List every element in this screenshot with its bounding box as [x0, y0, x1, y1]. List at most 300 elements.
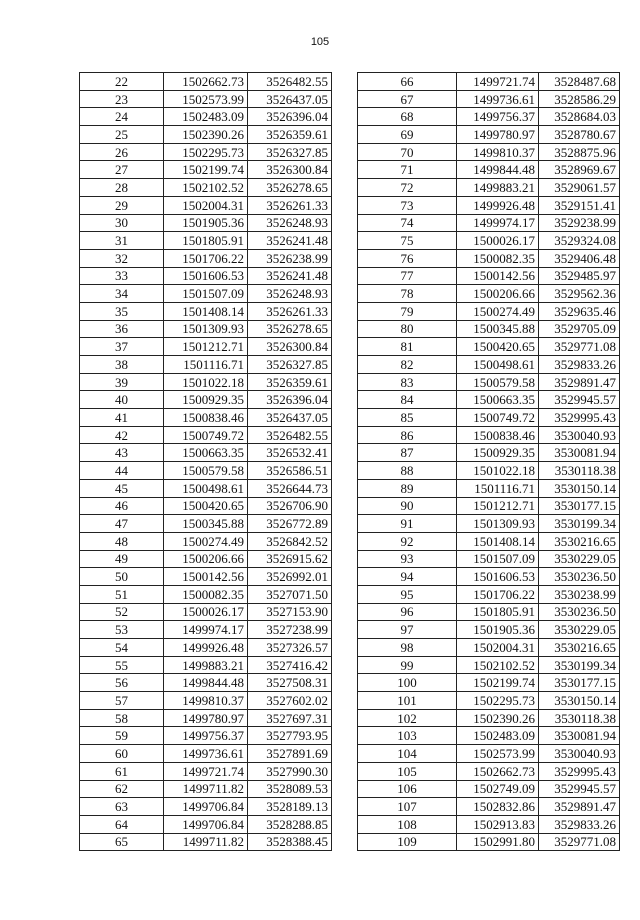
y-coordinate-cell: 3530177.15: [539, 497, 620, 515]
point-number-cell: 89: [358, 479, 457, 497]
point-number-cell: 53: [80, 621, 164, 639]
point-number-cell: 58: [80, 709, 164, 727]
table-row: [80, 214, 332, 232]
y-coordinate-cell: 3526706.90: [248, 497, 332, 515]
table-row: [358, 479, 620, 497]
x-coordinate-cell: 1501022.18: [457, 462, 539, 480]
table-row: [358, 550, 620, 568]
x-coordinate-cell: 1500026.17: [457, 232, 539, 250]
point-number-cell: 70: [358, 143, 457, 161]
table-row: [80, 550, 332, 568]
point-number-cell: 95: [358, 585, 457, 603]
x-coordinate-cell: 1502295.73: [457, 692, 539, 710]
x-coordinate-cell: 1500749.72: [164, 426, 248, 444]
table-row: [358, 745, 620, 763]
point-number-cell: 109: [358, 833, 457, 851]
y-coordinate-cell: 3530229.05: [539, 621, 620, 639]
table-row: [80, 745, 332, 763]
y-coordinate-cell: 3527508.31: [248, 674, 332, 692]
point-number-cell: 30: [80, 214, 164, 232]
point-number-cell: 43: [80, 444, 164, 462]
y-coordinate-cell: 3529995.43: [539, 762, 620, 780]
table-row: [80, 603, 332, 621]
y-coordinate-cell: 3528780.67: [539, 126, 620, 144]
y-coordinate-cell: 3530040.93: [539, 745, 620, 763]
table-row: [80, 267, 332, 285]
x-coordinate-cell: 1502483.09: [457, 727, 539, 745]
table-row: [358, 249, 620, 267]
point-number-cell: 62: [80, 780, 164, 798]
point-number-cell: 59: [80, 727, 164, 745]
y-coordinate-cell: 3528288.85: [248, 815, 332, 833]
y-coordinate-cell: 3526586.51: [248, 462, 332, 480]
x-coordinate-cell: 1500345.88: [457, 320, 539, 338]
table-row: [358, 727, 620, 745]
table-row: [358, 90, 620, 108]
x-coordinate-cell: 1501805.91: [164, 232, 248, 250]
y-coordinate-cell: 3526261.33: [248, 302, 332, 320]
x-coordinate-cell: 1499721.74: [457, 73, 539, 91]
x-coordinate-cell: 1502004.31: [164, 196, 248, 214]
y-coordinate-cell: 3526278.65: [248, 179, 332, 197]
point-number-cell: 98: [358, 639, 457, 657]
y-coordinate-cell: 3528875.96: [539, 143, 620, 161]
point-number-cell: 68: [358, 108, 457, 126]
y-coordinate-cell: 3530216.65: [539, 639, 620, 657]
table-row: [358, 409, 620, 427]
point-number-cell: 88: [358, 462, 457, 480]
x-coordinate-cell: 1502483.09: [164, 108, 248, 126]
table-row: [80, 108, 332, 126]
point-number-cell: 32: [80, 249, 164, 267]
y-coordinate-cell: 3528189.13: [248, 798, 332, 816]
y-coordinate-cell: 3526772.89: [248, 515, 332, 533]
x-coordinate-cell: 1502004.31: [457, 639, 539, 657]
y-coordinate-cell: 3529238.99: [539, 214, 620, 232]
y-coordinate-cell: 3529771.08: [539, 833, 620, 851]
y-coordinate-cell: 3526248.93: [248, 214, 332, 232]
point-number-cell: 51: [80, 585, 164, 603]
y-coordinate-cell: 3527990.30: [248, 762, 332, 780]
y-coordinate-cell: 3530177.15: [539, 674, 620, 692]
table-row: [358, 143, 620, 161]
y-coordinate-cell: 3527153.90: [248, 603, 332, 621]
x-coordinate-cell: 1500498.61: [457, 356, 539, 374]
table-row: [80, 815, 332, 833]
coordinate-table-right: [357, 72, 620, 851]
point-number-cell: 106: [358, 780, 457, 798]
x-coordinate-cell: 1501408.14: [164, 302, 248, 320]
point-number-cell: 65: [80, 833, 164, 851]
y-coordinate-cell: 3527326.57: [248, 639, 332, 657]
x-coordinate-cell: 1500579.58: [457, 373, 539, 391]
x-coordinate-cell: 1499721.74: [164, 762, 248, 780]
table-row: [358, 285, 620, 303]
point-number-cell: 57: [80, 692, 164, 710]
table-row: [80, 126, 332, 144]
point-number-cell: 86: [358, 426, 457, 444]
y-coordinate-cell: 3526992.01: [248, 568, 332, 586]
table-row: [80, 780, 332, 798]
y-coordinate-cell: 3526842.52: [248, 532, 332, 550]
x-coordinate-cell: 1500274.49: [457, 302, 539, 320]
x-coordinate-cell: 1501606.53: [457, 568, 539, 586]
point-number-cell: 75: [358, 232, 457, 250]
x-coordinate-cell: 1500142.56: [164, 568, 248, 586]
y-coordinate-cell: 3530150.14: [539, 479, 620, 497]
y-coordinate-cell: 3527602.02: [248, 692, 332, 710]
x-coordinate-cell: 1499974.17: [457, 214, 539, 232]
table-row: [358, 833, 620, 851]
point-number-cell: 26: [80, 143, 164, 161]
table-row: [80, 373, 332, 391]
table-row: [80, 479, 332, 497]
table-row: [358, 373, 620, 391]
y-coordinate-cell: 3526437.05: [248, 409, 332, 427]
x-coordinate-cell: 1501905.36: [164, 214, 248, 232]
point-number-cell: 107: [358, 798, 457, 816]
y-coordinate-cell: 3526644.73: [248, 479, 332, 497]
x-coordinate-cell: 1499926.48: [457, 196, 539, 214]
point-number-cell: 80: [358, 320, 457, 338]
x-coordinate-cell: 1499974.17: [164, 621, 248, 639]
point-number-cell: 105: [358, 762, 457, 780]
table-row: [80, 302, 332, 320]
point-number-cell: 22: [80, 73, 164, 91]
y-coordinate-cell: 3529945.57: [539, 780, 620, 798]
x-coordinate-cell: 1501408.14: [457, 532, 539, 550]
table-row: [358, 621, 620, 639]
table-row: [358, 585, 620, 603]
x-coordinate-cell: 1501905.36: [457, 621, 539, 639]
point-number-cell: 50: [80, 568, 164, 586]
y-coordinate-cell: 3529151.41: [539, 196, 620, 214]
x-coordinate-cell: 1500838.46: [457, 426, 539, 444]
y-coordinate-cell: 3526482.55: [248, 426, 332, 444]
x-coordinate-cell: 1499706.84: [164, 815, 248, 833]
x-coordinate-cell: 1502102.52: [457, 656, 539, 674]
point-number-cell: 38: [80, 356, 164, 374]
point-number-cell: 94: [358, 568, 457, 586]
point-number-cell: 54: [80, 639, 164, 657]
y-coordinate-cell: 3529562.36: [539, 285, 620, 303]
table-row: [80, 674, 332, 692]
y-coordinate-cell: 3530081.94: [539, 444, 620, 462]
y-coordinate-cell: 3530229.05: [539, 550, 620, 568]
page-number: 105: [310, 36, 330, 48]
y-coordinate-cell: 3528684.03: [539, 108, 620, 126]
table-row: [80, 692, 332, 710]
point-number-cell: 85: [358, 409, 457, 427]
x-coordinate-cell: 1499756.37: [164, 727, 248, 745]
y-coordinate-cell: 3526359.61: [248, 126, 332, 144]
x-coordinate-cell: 1502295.73: [164, 143, 248, 161]
x-coordinate-cell: 1500026.17: [164, 603, 248, 621]
point-number-cell: 36: [80, 320, 164, 338]
x-coordinate-cell: 1499706.84: [164, 798, 248, 816]
table-row: [80, 639, 332, 657]
y-coordinate-cell: 3527071.50: [248, 585, 332, 603]
y-coordinate-cell: 3530199.34: [539, 656, 620, 674]
point-number-cell: 31: [80, 232, 164, 250]
x-coordinate-cell: 1499810.37: [164, 692, 248, 710]
point-number-cell: 49: [80, 550, 164, 568]
x-coordinate-cell: 1499780.97: [164, 709, 248, 727]
point-number-cell: 48: [80, 532, 164, 550]
y-coordinate-cell: 3529891.47: [539, 373, 620, 391]
x-coordinate-cell: 1502991.80: [457, 833, 539, 851]
y-coordinate-cell: 3530040.93: [539, 426, 620, 444]
table-row: [358, 815, 620, 833]
table-row: [358, 798, 620, 816]
table-row: [80, 727, 332, 745]
x-coordinate-cell: 1502102.52: [164, 179, 248, 197]
point-number-cell: 91: [358, 515, 457, 533]
x-coordinate-cell: 1502913.83: [457, 815, 539, 833]
x-coordinate-cell: 1500082.35: [164, 585, 248, 603]
x-coordinate-cell: 1501212.71: [164, 338, 248, 356]
table-row: [358, 73, 620, 91]
point-number-cell: 42: [80, 426, 164, 444]
y-coordinate-cell: 3530081.94: [539, 727, 620, 745]
table-row: [358, 639, 620, 657]
y-coordinate-cell: 3526300.84: [248, 338, 332, 356]
point-number-cell: 35: [80, 302, 164, 320]
y-coordinate-cell: 3526359.61: [248, 373, 332, 391]
point-number-cell: 40: [80, 391, 164, 409]
y-coordinate-cell: 3526241.48: [248, 267, 332, 285]
point-number-cell: 71: [358, 161, 457, 179]
y-coordinate-cell: 3529485.97: [539, 267, 620, 285]
x-coordinate-cell: 1500663.35: [164, 444, 248, 462]
point-number-cell: 25: [80, 126, 164, 144]
x-coordinate-cell: 1500749.72: [457, 409, 539, 427]
x-coordinate-cell: 1502390.26: [164, 126, 248, 144]
x-coordinate-cell: 1502662.73: [164, 73, 248, 91]
x-coordinate-cell: 1499756.37: [457, 108, 539, 126]
x-coordinate-cell: 1499926.48: [164, 639, 248, 657]
table-row: [358, 709, 620, 727]
y-coordinate-cell: 3528586.29: [539, 90, 620, 108]
x-coordinate-cell: 1500929.35: [164, 391, 248, 409]
x-coordinate-cell: 1500206.66: [164, 550, 248, 568]
table-row: [80, 249, 332, 267]
point-number-cell: 97: [358, 621, 457, 639]
point-number-cell: 104: [358, 745, 457, 763]
table-row: [358, 444, 620, 462]
point-number-cell: 90: [358, 497, 457, 515]
point-number-cell: 87: [358, 444, 457, 462]
y-coordinate-cell: 3529406.48: [539, 249, 620, 267]
x-coordinate-cell: 1499883.21: [164, 656, 248, 674]
y-coordinate-cell: 3528388.45: [248, 833, 332, 851]
y-coordinate-cell: 3529833.26: [539, 356, 620, 374]
table-row: [80, 444, 332, 462]
table-row: [80, 709, 332, 727]
table-row: [80, 179, 332, 197]
y-coordinate-cell: 3530118.38: [539, 462, 620, 480]
point-number-cell: 28: [80, 179, 164, 197]
y-coordinate-cell: 3529833.26: [539, 815, 620, 833]
x-coordinate-cell: 1500206.66: [457, 285, 539, 303]
x-coordinate-cell: 1499883.21: [457, 179, 539, 197]
point-number-cell: 108: [358, 815, 457, 833]
point-number-cell: 72: [358, 179, 457, 197]
point-number-cell: 61: [80, 762, 164, 780]
table-row: [358, 462, 620, 480]
point-number-cell: 44: [80, 462, 164, 480]
y-coordinate-cell: 3527416.42: [248, 656, 332, 674]
x-coordinate-cell: 1502832.86: [457, 798, 539, 816]
table-row: [358, 762, 620, 780]
y-coordinate-cell: 3530118.38: [539, 709, 620, 727]
point-number-cell: 101: [358, 692, 457, 710]
x-coordinate-cell: 1499844.48: [457, 161, 539, 179]
y-coordinate-cell: 3530238.99: [539, 585, 620, 603]
y-coordinate-cell: 3526482.55: [248, 73, 332, 91]
x-coordinate-cell: 1500345.88: [164, 515, 248, 533]
x-coordinate-cell: 1499780.97: [457, 126, 539, 144]
y-coordinate-cell: 3526261.33: [248, 196, 332, 214]
y-coordinate-cell: 3530150.14: [539, 692, 620, 710]
y-coordinate-cell: 3527697.31: [248, 709, 332, 727]
table-row: [80, 833, 332, 851]
y-coordinate-cell: 3526300.84: [248, 161, 332, 179]
point-number-cell: 67: [358, 90, 457, 108]
x-coordinate-cell: 1501706.22: [457, 585, 539, 603]
y-coordinate-cell: 3526327.85: [248, 143, 332, 161]
table-row: [80, 143, 332, 161]
table-row: [358, 232, 620, 250]
table-row: [80, 161, 332, 179]
point-number-cell: 84: [358, 391, 457, 409]
x-coordinate-cell: 1500274.49: [164, 532, 248, 550]
x-coordinate-cell: 1502573.99: [164, 90, 248, 108]
point-number-cell: 63: [80, 798, 164, 816]
table-row: [358, 338, 620, 356]
table-row: [358, 568, 620, 586]
table-row: [358, 391, 620, 409]
y-coordinate-cell: 3527891.69: [248, 745, 332, 763]
table-row: [358, 108, 620, 126]
table-row: [80, 532, 332, 550]
y-coordinate-cell: 3529061.57: [539, 179, 620, 197]
point-number-cell: 74: [358, 214, 457, 232]
point-number-cell: 78: [358, 285, 457, 303]
point-number-cell: 100: [358, 674, 457, 692]
y-coordinate-cell: 3530216.65: [539, 532, 620, 550]
table-row: [358, 214, 620, 232]
table-row: [80, 90, 332, 108]
point-number-cell: 29: [80, 196, 164, 214]
point-number-cell: 24: [80, 108, 164, 126]
x-coordinate-cell: 1500498.61: [164, 479, 248, 497]
point-number-cell: 82: [358, 356, 457, 374]
y-coordinate-cell: 3528969.67: [539, 161, 620, 179]
table-row: [358, 126, 620, 144]
table-row: [80, 515, 332, 533]
table-row: [80, 762, 332, 780]
table-row: [358, 780, 620, 798]
point-number-cell: 103: [358, 727, 457, 745]
x-coordinate-cell: 1500838.46: [164, 409, 248, 427]
table-row: [358, 196, 620, 214]
x-coordinate-cell: 1499711.82: [164, 780, 248, 798]
table-row: [358, 532, 620, 550]
point-number-cell: 41: [80, 409, 164, 427]
point-number-cell: 79: [358, 302, 457, 320]
point-number-cell: 93: [358, 550, 457, 568]
x-coordinate-cell: 1500420.65: [164, 497, 248, 515]
table-row: [358, 161, 620, 179]
y-coordinate-cell: 3529324.08: [539, 232, 620, 250]
y-coordinate-cell: 3526396.04: [248, 108, 332, 126]
table-row: [80, 391, 332, 409]
x-coordinate-cell: 1499736.61: [164, 745, 248, 763]
table-row: [358, 267, 620, 285]
point-number-cell: 52: [80, 603, 164, 621]
table-row: [80, 320, 332, 338]
x-coordinate-cell: 1501116.71: [457, 479, 539, 497]
table-row: [80, 232, 332, 250]
y-coordinate-cell: 3526396.04: [248, 391, 332, 409]
table-row: [80, 656, 332, 674]
table-row: [80, 585, 332, 603]
table-row: [80, 621, 332, 639]
table-row: [358, 692, 620, 710]
y-coordinate-cell: 3526437.05: [248, 90, 332, 108]
x-coordinate-cell: 1499711.82: [164, 833, 248, 851]
table-row: [80, 338, 332, 356]
y-coordinate-cell: 3529945.57: [539, 391, 620, 409]
point-number-cell: 73: [358, 196, 457, 214]
x-coordinate-cell: 1501706.22: [164, 249, 248, 267]
point-number-cell: 27: [80, 161, 164, 179]
x-coordinate-cell: 1502390.26: [457, 709, 539, 727]
point-number-cell: 37: [80, 338, 164, 356]
point-number-cell: 46: [80, 497, 164, 515]
x-coordinate-cell: 1501507.09: [164, 285, 248, 303]
y-coordinate-cell: 3530236.50: [539, 568, 620, 586]
table-row: [80, 426, 332, 444]
table-row: [358, 302, 620, 320]
point-number-cell: 47: [80, 515, 164, 533]
table-row: [80, 568, 332, 586]
coordinate-table-left: [79, 72, 332, 851]
y-coordinate-cell: 3527793.95: [248, 727, 332, 745]
y-coordinate-cell: 3526915.62: [248, 550, 332, 568]
point-number-cell: 56: [80, 674, 164, 692]
x-coordinate-cell: 1501606.53: [164, 267, 248, 285]
x-coordinate-cell: 1502199.74: [164, 161, 248, 179]
y-coordinate-cell: 3529771.08: [539, 338, 620, 356]
table-row: [358, 603, 620, 621]
table-row: [358, 356, 620, 374]
table-row: [80, 285, 332, 303]
y-coordinate-cell: 3526241.48: [248, 232, 332, 250]
table-row: [358, 656, 620, 674]
table-row: [80, 462, 332, 480]
x-coordinate-cell: 1502573.99: [457, 745, 539, 763]
x-coordinate-cell: 1499736.61: [457, 90, 539, 108]
table-row: [358, 674, 620, 692]
table-row: [358, 497, 620, 515]
x-coordinate-cell: 1499844.48: [164, 674, 248, 692]
point-number-cell: 66: [358, 73, 457, 91]
x-coordinate-cell: 1501309.93: [164, 320, 248, 338]
y-coordinate-cell: 3526327.85: [248, 356, 332, 374]
table-row: [80, 798, 332, 816]
